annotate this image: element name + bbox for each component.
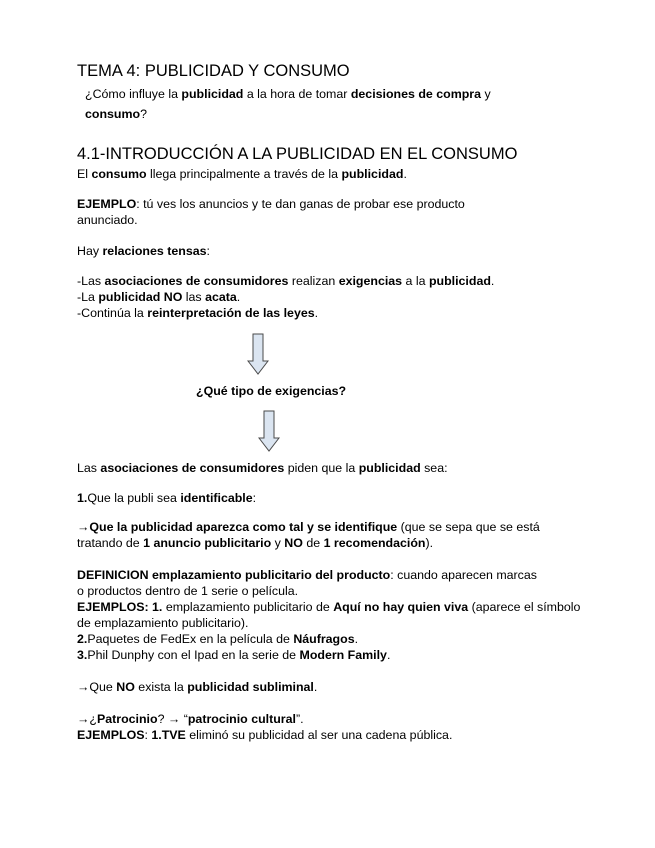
tense-relations: Hay relaciones tensas: (77, 244, 210, 258)
list-item: -Las asociaciones de consumidores realizan exigencias a la publicidad. (77, 274, 495, 288)
arrow-question: ¿Qué tipo de exigencias? (196, 384, 347, 398)
down-arrow-icon (258, 410, 280, 452)
example-paragraph: EJEMPLO: tú ves los anuncios y te dan ganas de probar ese producto anunciado. (77, 197, 465, 227)
subliminal-paragraph: →Que NO exista la publicidad subliminal. (77, 680, 318, 694)
tension-list (77, 273, 577, 321)
point-one: 1.Que la publi sea identificable: (77, 491, 257, 505)
section-heading: 4.1-INTRODUCCIÓN A LA PUBLICIDAD EN EL CONSUMO (77, 145, 518, 163)
definition-paragraph: DEFINICION emplazamiento publicitario del producto: cuando aparecen marcas o productos dentro de 1 serie o película. (77, 568, 537, 598)
list-item: -Continúa la reinterpretación de las leyes. (77, 306, 319, 320)
list-item: -La publicidad NO las acata. (77, 290, 241, 304)
demands-paragraph: Las asociaciones de consumidores piden que la publicidad sea: (77, 461, 448, 475)
down-arrow-icon (247, 333, 269, 375)
intro-paragraph: El consumo llega principalmente a través de la publicidad. (77, 167, 407, 181)
patrocinio-paragraph: →¿Patrocinio? → “patrocinio cultural”. EJEMPLOS: 1.TVE eliminó su publicidad al ser una cadena pública. (77, 712, 453, 742)
identify-paragraph: →Que la publicidad aparezca como tal y se identifique (que se sepa que se está tratando de 1 anuncio publicitario y NO de 1 recomendación). (77, 520, 540, 550)
intro-question: ¿Cómo influye la publicidad a la hora de tomar decisiones de compra y consumo? (85, 87, 491, 121)
examples-paragraph: EJEMPLOS: 1. emplazamiento publicitario de Aquí no hay quien viva (aparece el símbolo de emplazamiento publicitario). 2.Paquetes de FedEx en la película de Náufragos. 3.Phil Dunphy con el Ipad en la serie de Modern Family. (77, 600, 581, 662)
document-title: TEMA 4: PUBLICIDAD Y CONSUMO (77, 62, 350, 80)
